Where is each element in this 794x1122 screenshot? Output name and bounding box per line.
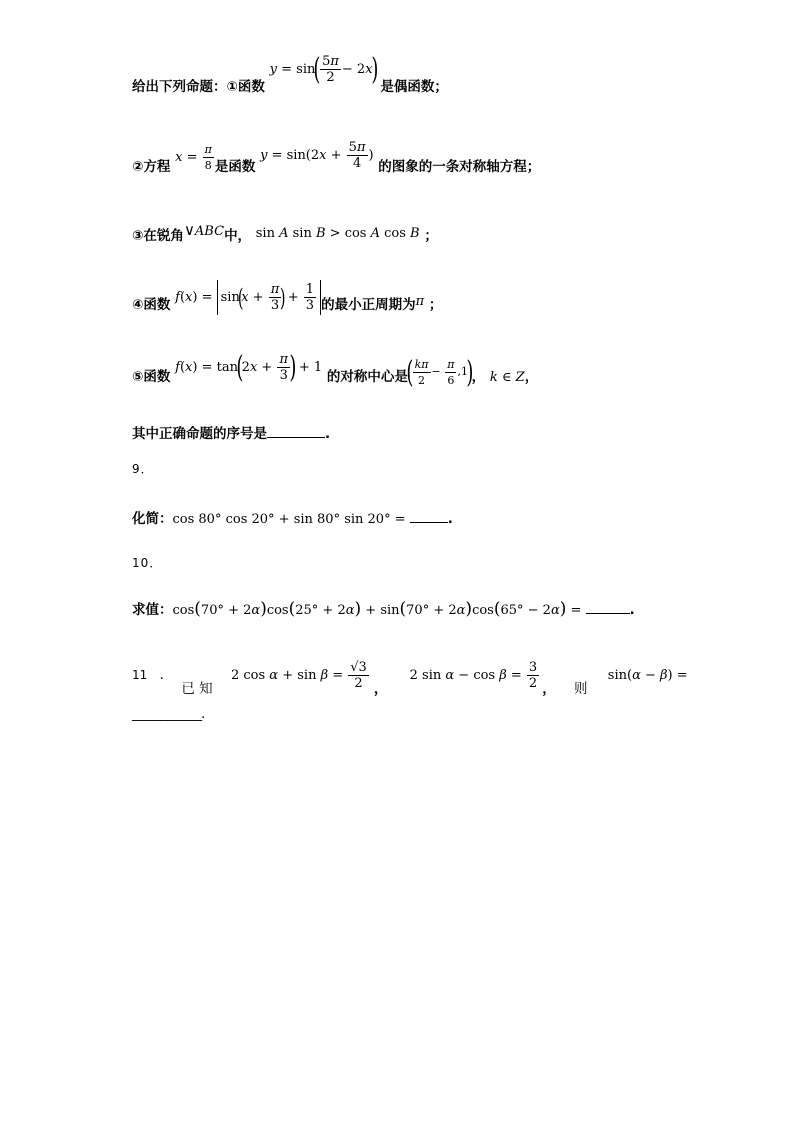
q8-item2-suffix: 的图象的一条对称轴方程； bbox=[378, 159, 541, 175]
q11-label: 已 知 bbox=[181, 681, 213, 697]
q11-comma-2: ， bbox=[542, 681, 556, 697]
q8-item1-formula: y = sin( $\frac{5\pi}{2}$ − 2x) bbox=[269, 52, 378, 87]
q11-number: 11 bbox=[132, 668, 148, 682]
q8-item4-prefix: ④函数 bbox=[132, 297, 171, 313]
q8-question: 其中正确命题的序号是 bbox=[132, 426, 267, 442]
q8-item4-end: ； bbox=[428, 297, 443, 313]
q9-expression: cos 80° cos 20° + sin 80° sin 20° = bbox=[172, 512, 410, 527]
q10-label: 求值： bbox=[132, 602, 173, 618]
q8-item1-line bbox=[132, 52, 448, 105]
q8-item5-center: ( kπ 2 − π 6 ,1) bbox=[406, 354, 474, 390]
q8-item5-suffix: 的对称中心是 bbox=[326, 369, 408, 385]
q8-item5-tail: ， bbox=[524, 369, 539, 385]
q11-dot: ． bbox=[159, 667, 174, 683]
q11-target: sin(α − β) = bbox=[607, 668, 688, 683]
q9-line bbox=[132, 507, 453, 527]
q11-line bbox=[132, 660, 688, 697]
q8-item3-triangle: ∨ABC bbox=[183, 221, 225, 239]
q11-blank-line[interactable]: ____________. bbox=[132, 706, 205, 722]
q9-end: . bbox=[447, 511, 453, 527]
q8-item4-line bbox=[132, 282, 443, 323]
q10-end: . bbox=[629, 602, 635, 618]
answer-blank[interactable] bbox=[410, 522, 448, 523]
q8-item5-k: k ∈ Z bbox=[489, 370, 525, 385]
q8-item2-func: y = sin(2x + $\frac{5\pi}{4}$ ) bbox=[260, 140, 374, 171]
q10-line bbox=[132, 598, 635, 619]
q8-item3-mid: 中， bbox=[224, 228, 252, 244]
q10-expression: cos(70° + 2α)cos(25° + 2α) + sin(70° + 2α)cos(65° − 2α) = bbox=[172, 599, 586, 619]
q8-item2-mid: 是函数 bbox=[214, 159, 256, 175]
q8-item3-suffix: ； bbox=[424, 228, 438, 244]
q8-item2-eq: x = $\frac{\pi}{8}$ bbox=[175, 143, 212, 172]
q8-question-end: . bbox=[325, 426, 331, 442]
q10-number: 10． bbox=[132, 556, 163, 570]
q8-item5-formula: f(x) = tan(2x + $\frac{\pi}{3}$ ) + 1 bbox=[175, 350, 323, 385]
answer-blank[interactable] bbox=[586, 613, 630, 614]
q8-item3-prefix: ③在锐角 bbox=[132, 228, 184, 244]
q9-number: 9． bbox=[132, 462, 154, 476]
q8-item3-inequality: sin A sin B > cos A cos B bbox=[255, 226, 420, 241]
q8-item2-line bbox=[132, 140, 541, 183]
q8-item1-prefix: ①函数 bbox=[226, 79, 265, 95]
answer-blank[interactable] bbox=[267, 437, 325, 438]
q8-question-line bbox=[132, 422, 330, 442]
q11-then: 则 bbox=[574, 681, 588, 697]
q8-item5-line bbox=[132, 350, 539, 396]
q8-item4-suffix: 的最小正周期为 bbox=[321, 297, 416, 313]
q8-item3-line bbox=[132, 221, 438, 244]
q11-eq2: 2 sin α − cos β = $\frac{3}{2}$ bbox=[409, 660, 538, 691]
q8-item2-prefix: ②方程 bbox=[132, 159, 171, 175]
q9-label: 化简： bbox=[132, 511, 173, 527]
q11-comma-1: ， bbox=[373, 681, 388, 697]
q8-item4-formula: f(x) = sin(x + $\frac{\pi}{3}$ ) + $\frac{1}{3}$ bbox=[175, 290, 321, 305]
q8-item1-suffix: 是偶函数； bbox=[380, 79, 448, 95]
q8-intro: 给出下列命题： bbox=[132, 79, 227, 95]
q11-eq1: 2 cos α + sin β = $\frac{√3}{2}$ bbox=[230, 660, 367, 691]
q8-item5-prefix: ⑤函数 bbox=[132, 369, 171, 385]
q8-item5-end: ， bbox=[471, 369, 486, 385]
pi-symbol: π bbox=[415, 294, 425, 309]
